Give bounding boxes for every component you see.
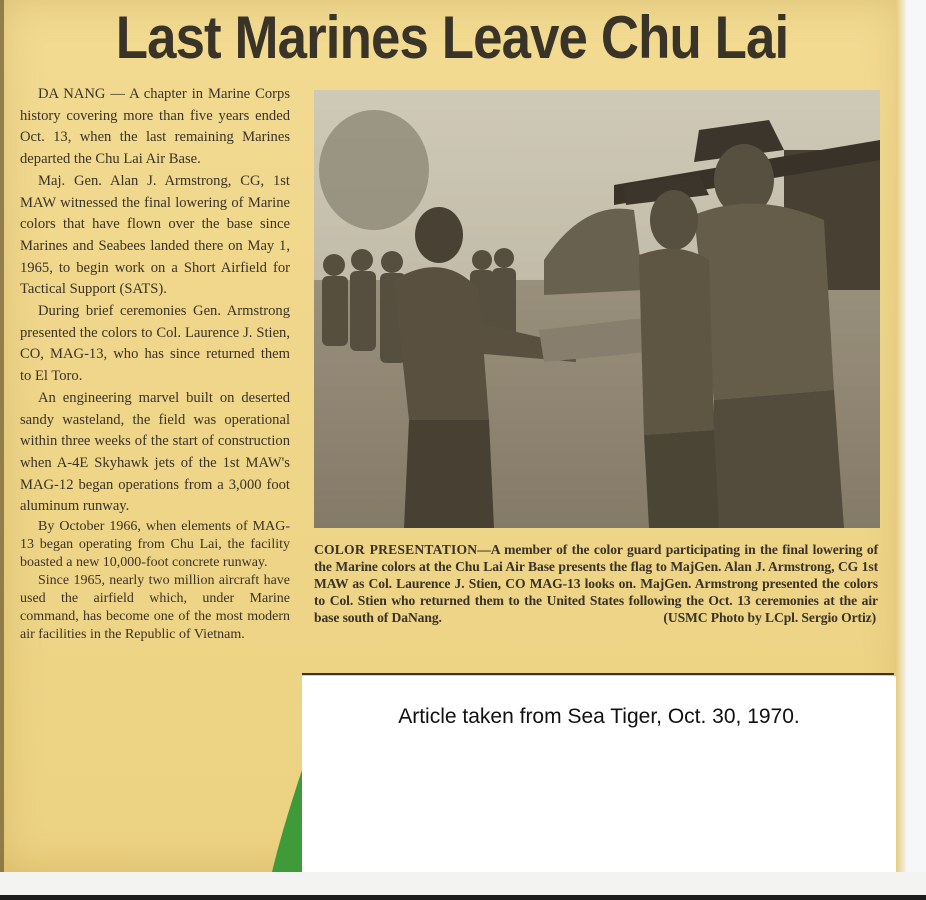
article-body [20,84,290,644]
article-paragraph: Maj. Gen. Alan J. Armstrong, CG, 1st MAW witnessed the final lowering of Marine colors that have flown over the base since Marines and Seabees landed there on May 1, 1965, to begin work on a Short Airfield for Tactical Support (SATS). [20,172,290,298]
article-paragraph: During brief ceremonies Gen. Armstrong presented the colors to Col. Laurence J. Stien, CO, MAG-13, who has since returned them to El Toro. [20,303,290,385]
article-paragraph: By October 1966, when elements of MAG-13 began operating from Chu Lai, the facility boasted a new 10,000-foot concrete runway. [20,519,290,571]
green-marker-stroke [268,770,302,872]
article-headline: Last Marines Leave Chu Lai [115,4,789,71]
news-photo [314,90,880,528]
article-paragraph: DA NANG — A chapter in Marine Corps history covering more than five years ended Oct. 13, when the last remaining Marines departed the Chu Lai Air Base. [20,86,290,168]
caption-body: —A member of the color guard participating in the final lowering of the Marine colors at the Chu Lai Air Base presents the flag to MajGen. Alan J. Armstrong, CG 1st MAW as Col. Laurence J. Stien, CO MAG-13 looks on. MajGen. Armstrong presented the colors to Col. Stien who returned them to the United States following the Oct. 13 ceremonies at the air base south of DaNang. [314,542,879,625]
clipping-left-edge [0,0,4,872]
caption-divider [302,673,894,675]
color-presentation-photo [314,90,880,528]
photo-credit: (USMC Photo by LCpl. Sergio Ortiz) [663,610,876,625]
article-paragraph: Since 1965, nearly two million aircraft have used the airfield which, under Marine command, has become one of the most modern air facilities in the Republic of Vietnam. [20,573,290,643]
clipping-right-edge [896,0,906,872]
source-note: Article taken from Sea Tiger, Oct. 30, 1970. [398,705,800,728]
photo-caption [314,541,878,626]
article-paragraph: An engineering marvel built on deserted sandy wasteland, the field was operational within three weeks of the start of construction when A-4E Skyhawk jets of the 1st MAW's MAG-12 began operations from a 3,000 foot aluminum runway. [20,389,290,515]
caption-lead: COLOR PRESENTATION [314,542,478,557]
scan-bottom-edge [0,895,926,900]
